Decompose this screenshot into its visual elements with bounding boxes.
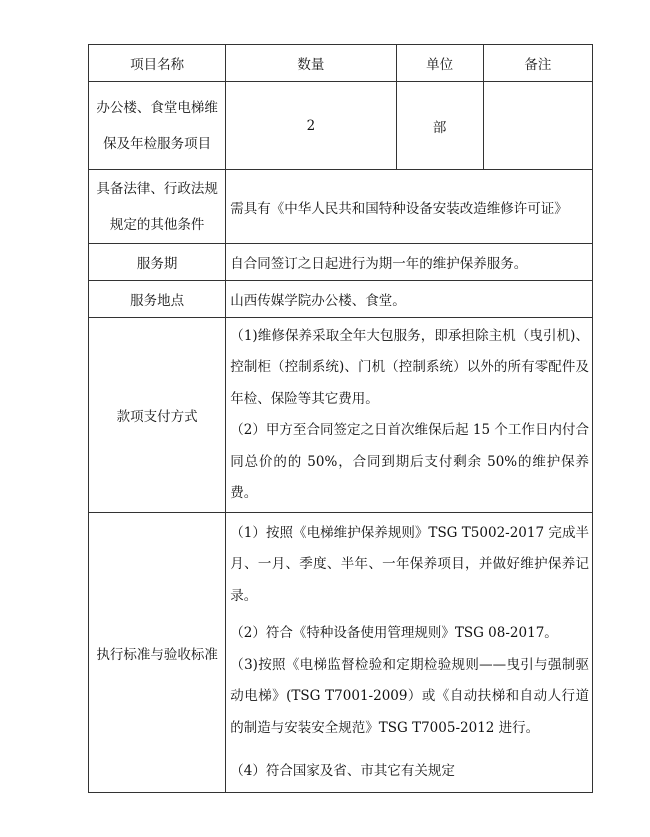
service-location-label: 服务地点 (89, 281, 226, 318)
standards-para-1: （1）按照《电梯维护保养规则》TSG T5002-2017 完成半月、一月、季度、半年、一年保养项目，并做好维护保养记录。 (230, 524, 589, 604)
qualification-row (89, 170, 593, 244)
standards-para-3: （3)按照《电梯监督检验和定期检验规则——曳引与强制驱动电梯》(TSG T7001-2009）或《自动扶梯和自动人行道的制造与安装安全规范》TSG T7005-2012 进行。 (230, 656, 589, 736)
item-unit: 部 (396, 82, 483, 170)
service-location-row (89, 281, 593, 318)
payment-label: 款项支付方式 (89, 318, 226, 513)
standards-para-4: （4）符合国家及省、市其它有关规定 (230, 763, 455, 779)
service-period-label: 服务期 (89, 244, 226, 281)
qualification-label-line2: 规定的其他条件 (109, 216, 205, 233)
qualification-value: 需具有《中华人民共和国特种设备安装改造维修许可证》 (226, 170, 593, 244)
payment-para-1: （1)维修保养采取全年大包服务，即承担除主机（曳引机)、控制柜（控制系统)、门机（控制系统）以外的所有零配件及年检、保险等其它费用。 (230, 327, 589, 407)
header-row (89, 45, 593, 82)
standards-label: 执行标准与验收标准 (89, 513, 226, 793)
standards-value-cell (226, 513, 593, 793)
header-unit: 单位 (396, 45, 483, 82)
item-quantity: 2 (226, 82, 396, 170)
qualification-label-cell (89, 170, 226, 244)
item-remark (483, 82, 592, 170)
header-name: 项目名称 (89, 45, 226, 82)
service-location-value: 山西传媒学院办公楼、食堂。 (226, 281, 593, 318)
standards-row (89, 513, 593, 793)
service-period-row (89, 244, 593, 281)
header-quantity: 数量 (226, 45, 396, 82)
payment-row (89, 318, 593, 513)
qualification-label-line1: 具备法律、行政法规 (96, 180, 218, 197)
payment-para-2: （2）甲方至合同签定之日首次维保后起 15 个工作日内付合同总价的的 50%，合同到期后支付剩余 50%的维护保养费。 (230, 422, 589, 501)
header-remark: 备注 (483, 45, 592, 82)
item-name-cell (89, 82, 226, 170)
elevator-service-table (88, 44, 593, 793)
payment-value-cell (226, 318, 593, 513)
item-name-line2: 保及年检服务项目 (103, 135, 212, 152)
service-period-value: 自合同签订之日起进行为期一年的维护保养服务。 (226, 244, 593, 281)
item-name-line1: 办公楼、食堂电梯维 (96, 99, 218, 116)
item-row (89, 82, 593, 170)
standards-para-2: （2）符合《特种设备使用管理规则》TSG 08-2017。 (230, 625, 558, 641)
